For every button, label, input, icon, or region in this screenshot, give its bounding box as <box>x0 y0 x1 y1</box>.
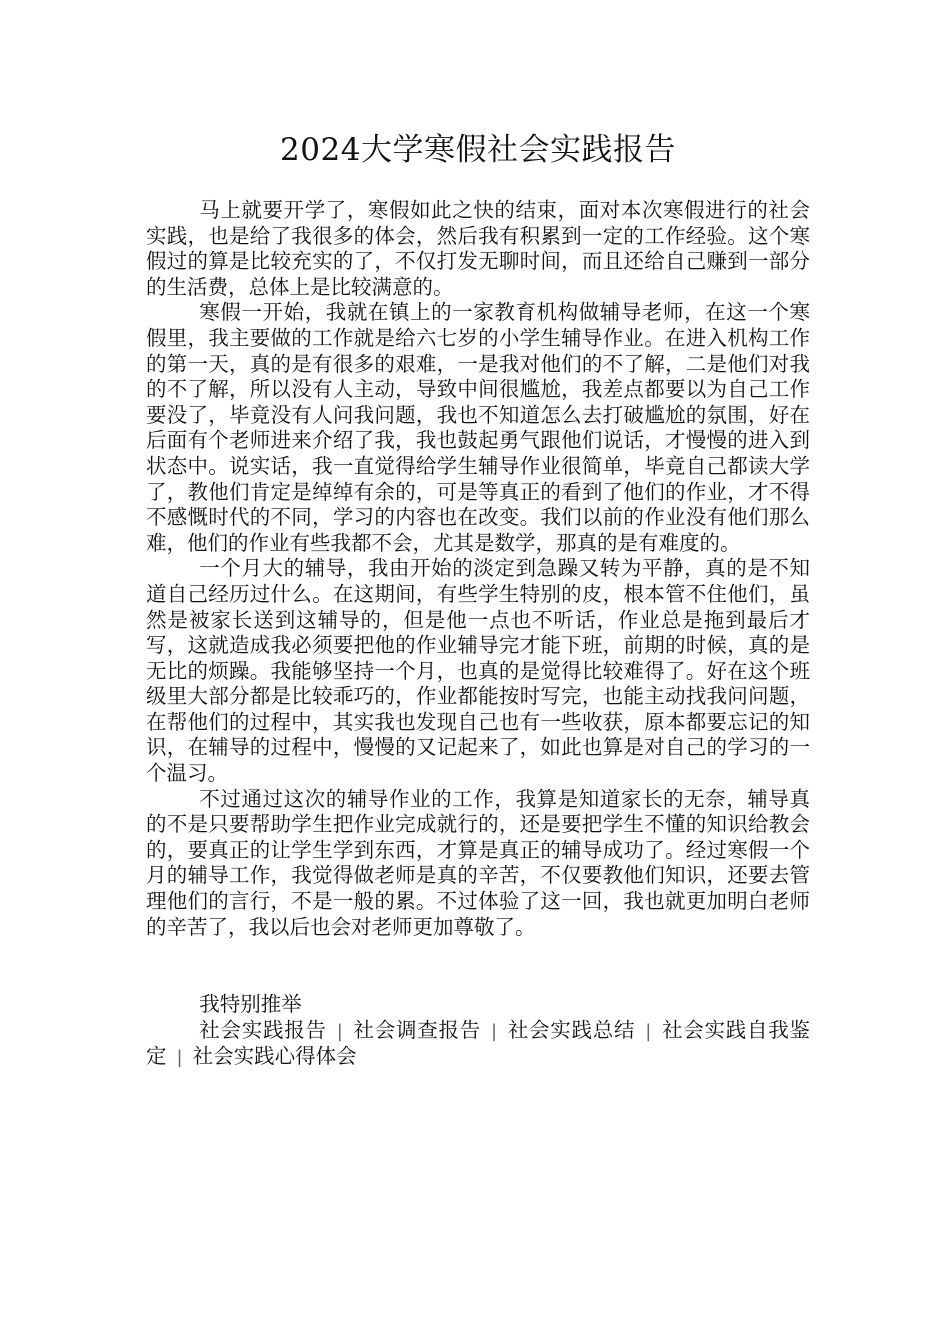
recommend-label: 我特别推举 <box>199 992 302 1017</box>
document-body <box>146 198 810 940</box>
document-page <box>146 0 810 1071</box>
link-social-practice-report[interactable]: 社会实践报告 <box>199 1017 327 1042</box>
paragraph-4: 不过通过这次的辅导作业的工作，我算是知道家长的无奈，辅导真的不是只要帮助学生把作业完成就行的，还是要把学生不懂的知识给教会的，要真正的让学生学到东西，才算是真正的辅导成功了。经过寒假一个月的辅导工作，我觉得做老师是真的辛苦，不仅要教他们知识，还要去管理他们的言行，不是一般的累。不过体验了这一回，我也就更加明白老师的辛苦了，我以后也会对老师更加尊敬了。 <box>146 786 810 939</box>
link-social-practice-reflections[interactable]: 社会实践心得体会 <box>192 1044 357 1069</box>
paragraph-2: 寒假一开始，我就在镇上的一家教育机构做辅导老师，在这一个寒假里，我主要做的工作就是给六七岁的小学生辅导作业。在进入机构工作的第一天，真的是有很多的艰难，一是我对他们的不了解，二是他们对我的不了解，所以没有人主动，导致中间很尴尬，我差点都要以为自己工作要没了，毕竟没有人问我问题，我也不知道怎么去打破尴尬的氛围，好在后面有个老师进来介绍了我，我也鼓起勇气跟他们说话，才慢慢的进入到状态中。说实话，我一直觉得给学生辅导作业很简单，毕竟自己都读大学了，教他们肯定是绰绰有余的，可是等真正的看到了他们的作业，才不得不感慨时代的不同，学习的内容也在改变。我们以前的作业没有他们那么难，他们的作业有些我都不会，尤其是数学，那真的是有难度的。 <box>146 300 810 555</box>
recommend-links <box>146 1018 810 1071</box>
recommend-section <box>146 992 810 1071</box>
link-social-survey-report[interactable]: 社会调查报告 <box>352 1017 481 1042</box>
link-separator: | <box>645 1020 652 1042</box>
link-separator: | <box>176 1047 183 1069</box>
paragraph-3: 一个月大的辅导，我由开始的淡定到急躁又转为平静，真的是不知道自己经历过什么。在这期间，有些学生特别的皮，根本管不住他们，虽然是被家长送到这辅导的，但是他一点也不听话，作业总是拖到最后才写，这就造成我必须要把他的作业辅导完才能下班，前期的时候，真的是无比的烦躁。我能够坚持一个月，也真的是觉得比较难得了。好在这个班级里大部分都是比较乖巧的，作业都能按时写完，也能主动找我问问题，在帮他们的过程中，其实我也发现自己也有一些收获，原本都要忘记的知识，在辅导的过程中，慢慢的又记起来了，如此也算是对自己的学习的一个温习。 <box>146 556 810 786</box>
link-separator: | <box>491 1020 498 1042</box>
link-social-practice-self-evaluation[interactable]: 社会实践自我鉴定 <box>146 1017 811 1069</box>
link-separator: | <box>336 1020 343 1042</box>
paragraph-1: 马上就要开学了，寒假如此之快的结束，面对本次寒假进行的社会实践，也是给了我很多的体会，然后我有积累到一定的工作经验。这个寒假过的算是比较充实的了，不仅打发无聊时间，而且还给自己赚到一部分的生活费，总体上是比较满意的。 <box>146 198 810 299</box>
link-social-practice-summary[interactable]: 社会实践总结 <box>507 1017 636 1042</box>
document-title: 2024大学寒假社会实践报告 <box>280 132 676 168</box>
